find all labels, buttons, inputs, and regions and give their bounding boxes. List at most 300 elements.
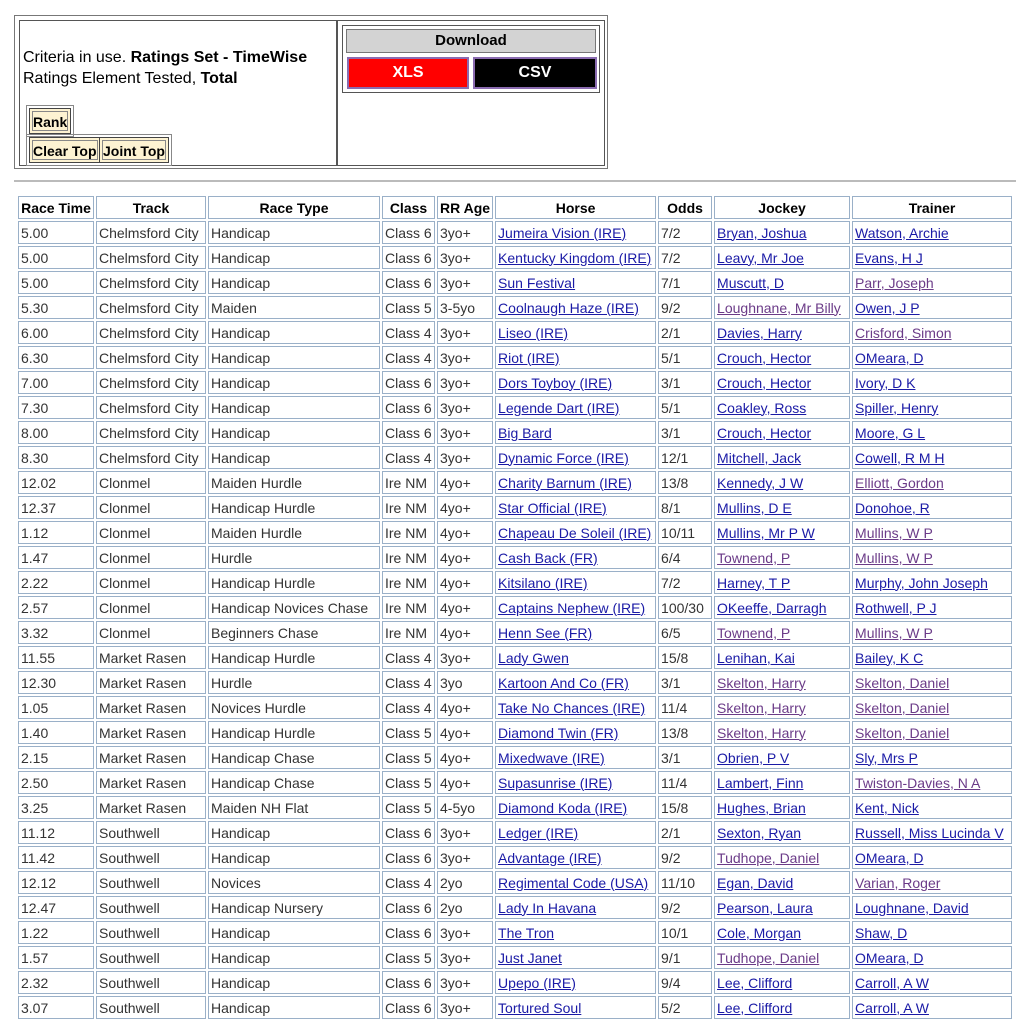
- trainer-link[interactable]: Elliott, Gordon: [855, 474, 944, 491]
- cell-odds: 11/4: [658, 771, 712, 794]
- cell-race-time: 11.42: [18, 846, 94, 869]
- horse-link[interactable]: Diamond Koda (IRE): [498, 799, 628, 816]
- horse-link[interactable]: Mixedwave (IRE): [498, 749, 605, 766]
- cell-rr-age: 3yo+: [437, 646, 493, 669]
- horse-link[interactable]: Regimental Code (USA): [498, 874, 649, 891]
- cell-class: Class 4: [382, 871, 435, 894]
- cell-class: Class 6: [382, 371, 435, 394]
- trainer-link[interactable]: Twiston-Davies, N A: [855, 774, 981, 791]
- cell-trainer: [852, 821, 1012, 844]
- cell-race-type: Handicap: [208, 446, 380, 469]
- cell-race-type: Handicap Hurdle: [208, 571, 380, 594]
- cell-race-time: 2.15: [18, 746, 94, 769]
- cell-class: Class 6: [382, 246, 435, 269]
- cell-class: Class 6: [382, 271, 435, 294]
- cell-rr-age: 4-5yo: [437, 796, 493, 819]
- jockey-link[interactable]: Cole, Morgan: [717, 924, 802, 941]
- cell-trainer: [852, 721, 1012, 744]
- cell-race-type: Novices: [208, 871, 380, 894]
- ratings-element: Total: [200, 70, 238, 87]
- table-row: [18, 471, 1012, 494]
- cell-race-type: Handicap: [208, 346, 380, 369]
- cell-rr-age: 4yo+: [437, 696, 493, 719]
- cell-jockey: [714, 921, 850, 944]
- horse-link[interactable]: Riot (IRE): [498, 349, 560, 366]
- cell-trainer: [852, 971, 1012, 994]
- cell-odds: 15/8: [658, 796, 712, 819]
- table-body: [18, 221, 1012, 1019]
- table-row: [18, 671, 1012, 694]
- cell-trainer: [852, 496, 1012, 519]
- cell-trainer: [852, 996, 1012, 1019]
- cell-race-time: 2.57: [18, 596, 94, 619]
- cell-track: Southwell: [96, 821, 206, 844]
- cell-race-type: Beginners Chase: [208, 621, 380, 644]
- cell-rr-age: 3yo+: [437, 821, 493, 844]
- cell-trainer: [852, 421, 1012, 444]
- cell-horse: [495, 646, 656, 669]
- cell-race-type: Handicap: [208, 396, 380, 419]
- cell-race-type: Handicap: [208, 221, 380, 244]
- trainer-link[interactable]: Murphy, John Joseph: [855, 574, 988, 591]
- trainer-link[interactable]: Varian, Roger: [855, 874, 941, 891]
- horse-link[interactable]: Cash Back (FR): [498, 549, 598, 566]
- cell-horse: [495, 696, 656, 719]
- cell-race-type: Handicap Hurdle: [208, 646, 380, 669]
- column-header-class: Class: [382, 196, 435, 219]
- table-row: [18, 296, 1012, 319]
- trainer-link[interactable]: Mullins, W P: [855, 549, 933, 566]
- cell-class: Ire NM: [382, 496, 435, 519]
- jockey-link[interactable]: Loughnane, Mr Billy: [717, 299, 841, 316]
- divider: [14, 180, 1016, 182]
- cell-odds: 100/30: [658, 596, 712, 619]
- cell-odds: 13/8: [658, 721, 712, 744]
- rank-frame: [26, 105, 74, 137]
- horse-link[interactable]: Legende Dart (IRE): [498, 399, 620, 416]
- trainer-link[interactable]: OMeara, D: [855, 949, 924, 966]
- horse-link[interactable]: Advantage (IRE): [498, 849, 602, 866]
- cell-race-type: Handicap: [208, 271, 380, 294]
- jockey-link[interactable]: Pearson, Laura: [717, 899, 813, 916]
- horse-link[interactable]: Captains Nephew (IRE): [498, 599, 646, 616]
- trainer-link[interactable]: Skelton, Daniel: [855, 699, 950, 716]
- cell-trainer: [852, 446, 1012, 469]
- horse-link[interactable]: Star Official (IRE): [498, 499, 607, 516]
- horse-link[interactable]: Kartoon And Co (FR): [498, 674, 629, 691]
- cell-horse: [495, 296, 656, 319]
- cell-race-time: 2.32: [18, 971, 94, 994]
- results-table: [16, 194, 1014, 1021]
- cell-odds: 3/1: [658, 746, 712, 769]
- table-row: [18, 221, 1012, 244]
- cell-trainer: [852, 221, 1012, 244]
- cell-race-type: Handicap: [208, 846, 380, 869]
- cell-odds: 8/1: [658, 496, 712, 519]
- cell-jockey: [714, 571, 850, 594]
- trainer-link[interactable]: Crisford, Simon: [855, 324, 952, 341]
- criteria-prefix: Criteria in use.: [23, 49, 131, 66]
- horse-link[interactable]: Jumeira Vision (IRE): [498, 224, 627, 241]
- cell-race-time: 6.30: [18, 346, 94, 369]
- criteria-box: [14, 15, 608, 169]
- cell-track: Chelmsford City: [96, 371, 206, 394]
- cell-jockey: [714, 371, 850, 394]
- table-row: [18, 696, 1012, 719]
- trainer-link[interactable]: Kent, Nick: [855, 799, 919, 816]
- trainer-link[interactable]: Russell, Miss Lucinda V: [855, 824, 1004, 841]
- cell-odds: 5/1: [658, 396, 712, 419]
- cell-jockey: [714, 546, 850, 569]
- jockey-link[interactable]: Crouch, Hector: [717, 374, 812, 391]
- cell-horse: [495, 546, 656, 569]
- trainer-link[interactable]: Mullins, W P: [855, 624, 933, 641]
- column-header-track: Track: [96, 196, 206, 219]
- jockey-link[interactable]: Hughes, Brian: [717, 799, 806, 816]
- table-row: [18, 946, 1012, 969]
- cell-odds: 9/4: [658, 971, 712, 994]
- jockey-link[interactable]: OKeeffe, Darragh: [717, 599, 827, 616]
- cell-race-type: Handicap: [208, 996, 380, 1019]
- jockey-link[interactable]: Townend, P: [717, 549, 791, 566]
- jockey-link[interactable]: Bryan, Joshua: [717, 224, 807, 241]
- trainer-link[interactable]: Skelton, Daniel: [855, 724, 950, 741]
- jockey-link[interactable]: Muscutt, D: [717, 274, 784, 291]
- cell-jockey: [714, 346, 850, 369]
- horse-link[interactable]: The Tron: [498, 924, 555, 941]
- cell-class: Class 5: [382, 771, 435, 794]
- horse-link[interactable]: Diamond Twin (FR): [498, 724, 619, 741]
- cell-race-type: Handicap: [208, 821, 380, 844]
- cell-rr-age: 3-5yo: [437, 296, 493, 319]
- cell-race-time: 8.30: [18, 446, 94, 469]
- cell-trainer: [852, 746, 1012, 769]
- table-row: [18, 921, 1012, 944]
- jockey-link[interactable]: Mullins, D E: [717, 499, 792, 516]
- cell-horse: [495, 871, 656, 894]
- joint-top-button[interactable]: Joint Top: [99, 137, 169, 163]
- trainer-link[interactable]: OMeara, D: [855, 849, 924, 866]
- horse-link[interactable]: Ledger (IRE): [498, 824, 579, 841]
- trainer-link[interactable]: Loughnane, David: [855, 899, 969, 916]
- cell-track: Clonmel: [96, 596, 206, 619]
- cell-rr-age: 3yo+: [437, 996, 493, 1019]
- cell-race-type: Hurdle: [208, 546, 380, 569]
- top-buttons-frame: [26, 134, 172, 166]
- horse-link[interactable]: Lady Gwen: [498, 649, 569, 666]
- cell-odds: 2/1: [658, 821, 712, 844]
- cell-trainer: [852, 321, 1012, 344]
- jockey-link[interactable]: Leavy, Mr Joe: [717, 249, 804, 266]
- cell-track: Chelmsford City: [96, 421, 206, 444]
- cell-class: Class 6: [382, 846, 435, 869]
- cell-track: Southwell: [96, 846, 206, 869]
- trainer-link[interactable]: Sly, Mrs P: [855, 749, 918, 766]
- cell-race-time: 12.30: [18, 671, 94, 694]
- cell-jockey: [714, 746, 850, 769]
- cell-jockey: [714, 696, 850, 719]
- cell-horse: [495, 896, 656, 919]
- column-header-jockey: Jockey: [714, 196, 850, 219]
- horse-link[interactable]: Upepo (IRE): [498, 974, 576, 991]
- cell-race-type: Maiden: [208, 296, 380, 319]
- horse-link[interactable]: Kitsilano (IRE): [498, 574, 588, 591]
- cell-track: Market Rasen: [96, 796, 206, 819]
- cell-odds: 2/1: [658, 321, 712, 344]
- jockey-link[interactable]: Harney, T P: [717, 574, 791, 591]
- trainer-link[interactable]: OMeara, D: [855, 349, 924, 366]
- cell-race-time: 5.00: [18, 246, 94, 269]
- jockey-link[interactable]: Mitchell, Jack: [717, 449, 802, 466]
- cell-race-time: 1.40: [18, 721, 94, 744]
- jockey-link[interactable]: Lambert, Finn: [717, 774, 804, 791]
- cell-race-type: Handicap: [208, 321, 380, 344]
- cell-horse: [495, 421, 656, 444]
- cell-race-type: Hurdle: [208, 671, 380, 694]
- trainer-link[interactable]: Bailey, K C: [855, 649, 924, 666]
- jockey-link[interactable]: Lee, Clifford: [717, 999, 793, 1016]
- cell-rr-age: 2yo: [437, 896, 493, 919]
- cell-track: Clonmel: [96, 471, 206, 494]
- cell-track: Clonmel: [96, 571, 206, 594]
- cell-odds: 5/2: [658, 996, 712, 1019]
- cell-track: Southwell: [96, 896, 206, 919]
- jockey-link[interactable]: Obrien, P V: [717, 749, 790, 766]
- jockey-link[interactable]: Davies, Harry: [717, 324, 802, 341]
- jockey-link[interactable]: Skelton, Harry: [717, 674, 806, 691]
- cell-race-type: Handicap Hurdle: [208, 721, 380, 744]
- cell-race-type: Maiden Hurdle: [208, 471, 380, 494]
- cell-rr-age: 4yo+: [437, 471, 493, 494]
- horse-link[interactable]: Coolnaugh Haze (IRE): [498, 299, 639, 316]
- horse-link[interactable]: Dors Toyboy (IRE): [498, 374, 613, 391]
- cell-race-type: Handicap: [208, 946, 380, 969]
- table-row: [18, 396, 1012, 419]
- cell-trainer: [852, 646, 1012, 669]
- cell-jockey: [714, 721, 850, 744]
- table-row: [18, 571, 1012, 594]
- column-header-trainer: Trainer: [852, 196, 1012, 219]
- jockey-link[interactable]: Skelton, Harry: [717, 699, 806, 716]
- cell-track: Southwell: [96, 996, 206, 1019]
- horse-link[interactable]: Take No Chances (IRE): [498, 699, 646, 716]
- cell-class: Class 6: [382, 971, 435, 994]
- cell-rr-age: 2yo: [437, 871, 493, 894]
- horse-link[interactable]: Sun Festival: [498, 274, 576, 291]
- table-row: [18, 846, 1012, 869]
- cell-jockey: [714, 246, 850, 269]
- horse-link[interactable]: Supasunrise (IRE): [498, 774, 613, 791]
- trainer-link[interactable]: Watson, Archie: [855, 224, 949, 241]
- horse-link[interactable]: Liseo (IRE): [498, 324, 569, 341]
- jockey-link[interactable]: Sexton, Ryan: [717, 824, 802, 841]
- horse-link[interactable]: Henn See (FR): [498, 624, 593, 641]
- trainer-link[interactable]: Evans, H J: [855, 249, 923, 266]
- cell-class: Class 6: [382, 221, 435, 244]
- cell-horse: [495, 771, 656, 794]
- cell-race-type: Handicap: [208, 921, 380, 944]
- trainer-link[interactable]: Rothwell, P J: [855, 599, 937, 616]
- table-row: [18, 596, 1012, 619]
- cell-rr-age: 3yo+: [437, 346, 493, 369]
- cell-trainer: [852, 296, 1012, 319]
- horse-link[interactable]: Chapeau De Soleil (IRE): [498, 524, 652, 541]
- horse-link[interactable]: Lady In Havana: [498, 899, 597, 916]
- trainer-link[interactable]: Carroll, A W: [855, 999, 929, 1016]
- cell-horse: [495, 721, 656, 744]
- cell-odds: 9/2: [658, 296, 712, 319]
- horse-link[interactable]: Kentucky Kingdom (IRE): [498, 249, 652, 266]
- table-row: [18, 546, 1012, 569]
- jockey-link[interactable]: Skelton, Harry: [717, 724, 806, 741]
- cell-rr-age: 4yo+: [437, 521, 493, 544]
- cell-horse: [495, 321, 656, 344]
- cell-race-type: Handicap Chase: [208, 771, 380, 794]
- jockey-link[interactable]: Crouch, Hector: [717, 349, 812, 366]
- trainer-link[interactable]: Spiller, Henry: [855, 399, 939, 416]
- trainer-link[interactable]: Cowell, R M H: [855, 449, 945, 466]
- cell-trainer: [852, 871, 1012, 894]
- horse-link[interactable]: Charity Barnum (IRE): [498, 474, 632, 491]
- cell-race-time: 7.30: [18, 396, 94, 419]
- cell-odds: 9/2: [658, 896, 712, 919]
- cell-odds: 13/8: [658, 471, 712, 494]
- jockey-link[interactable]: Crouch, Hector: [717, 424, 812, 441]
- cell-track: Chelmsford City: [96, 246, 206, 269]
- table-row: [18, 896, 1012, 919]
- cell-trainer: [852, 846, 1012, 869]
- trainer-link[interactable]: Owen, J P: [855, 299, 920, 316]
- cell-race-time: 11.55: [18, 646, 94, 669]
- horse-link[interactable]: Just Janet: [498, 949, 562, 966]
- cell-horse: [495, 496, 656, 519]
- cell-track: Southwell: [96, 946, 206, 969]
- table-row: [18, 996, 1012, 1019]
- cell-rr-age: 4yo+: [437, 546, 493, 569]
- cell-track: Southwell: [96, 971, 206, 994]
- element-prefix: Ratings Element Tested,: [23, 70, 201, 87]
- cell-class: Ire NM: [382, 521, 435, 544]
- column-header-race-time: Race Time: [18, 196, 94, 219]
- cell-jockey: [714, 596, 850, 619]
- cell-race-time: 2.50: [18, 771, 94, 794]
- rank-button[interactable]: Rank: [29, 108, 71, 134]
- jockey-link[interactable]: Coakley, Ross: [717, 399, 807, 416]
- trainer-link[interactable]: Ivory, D K: [855, 374, 916, 391]
- cell-rr-age: 3yo+: [437, 921, 493, 944]
- column-header-odds: Odds: [658, 196, 712, 219]
- cell-odds: 7/2: [658, 221, 712, 244]
- cell-track: Market Rasen: [96, 696, 206, 719]
- jockey-link[interactable]: Lee, Clifford: [717, 974, 793, 991]
- cell-class: Class 6: [382, 421, 435, 444]
- trainer-link[interactable]: Moore, G L: [855, 424, 926, 441]
- jockey-link[interactable]: Tudhope, Daniel: [717, 849, 820, 866]
- cell-race-time: 1.57: [18, 946, 94, 969]
- cell-horse: [495, 921, 656, 944]
- cell-jockey: [714, 421, 850, 444]
- jockey-link[interactable]: Kennedy, J W: [717, 474, 804, 491]
- cell-trainer: [852, 921, 1012, 944]
- table-row: [18, 771, 1012, 794]
- cell-horse: [495, 971, 656, 994]
- cell-race-type: Handicap: [208, 371, 380, 394]
- jockey-link[interactable]: Lenihan, Kai: [717, 649, 795, 666]
- cell-race-time: 3.07: [18, 996, 94, 1019]
- trainer-link[interactable]: Parr, Joseph: [855, 274, 934, 291]
- cell-trainer: [852, 771, 1012, 794]
- trainer-link[interactable]: Mullins, W P: [855, 524, 933, 541]
- cell-horse: [495, 521, 656, 544]
- trainer-link[interactable]: Carroll, A W: [855, 974, 929, 991]
- trainer-link[interactable]: Donohoe, R: [855, 499, 930, 516]
- cell-race-time: 2.22: [18, 571, 94, 594]
- csv-download-button[interactable]: CSV: [473, 57, 597, 89]
- cell-horse: [495, 346, 656, 369]
- jockey-link[interactable]: Egan, David: [717, 874, 794, 891]
- cell-class: Class 5: [382, 296, 435, 319]
- horse-link[interactable]: Big Bard: [498, 424, 552, 441]
- cell-track: Market Rasen: [96, 746, 206, 769]
- cell-track: Chelmsford City: [96, 296, 206, 319]
- cell-odds: 7/2: [658, 246, 712, 269]
- cell-trainer: [852, 946, 1012, 969]
- trainer-link[interactable]: Shaw, D: [855, 924, 908, 941]
- cell-odds: 11/10: [658, 871, 712, 894]
- table-row: [18, 521, 1012, 544]
- jockey-link[interactable]: Townend, P: [717, 624, 791, 641]
- cell-jockey: [714, 871, 850, 894]
- cell-rr-age: 4yo+: [437, 746, 493, 769]
- ratings-set: Ratings Set - TimeWise: [130, 49, 308, 66]
- horse-link[interactable]: Tortured Soul: [498, 999, 582, 1016]
- cell-class: Ire NM: [382, 471, 435, 494]
- cell-track: Southwell: [96, 921, 206, 944]
- cell-rr-age: 3yo+: [437, 221, 493, 244]
- cell-horse: [495, 621, 656, 644]
- jockey-link[interactable]: Mullins, Mr P W: [717, 524, 815, 541]
- horse-link[interactable]: Dynamic Force (IRE): [498, 449, 629, 466]
- cell-jockey: [714, 671, 850, 694]
- jockey-link[interactable]: Tudhope, Daniel: [717, 949, 820, 966]
- cell-track: Clonmel: [96, 521, 206, 544]
- cell-jockey: [714, 646, 850, 669]
- table-row: [18, 371, 1012, 394]
- cell-trainer: [852, 571, 1012, 594]
- cell-rr-age: 3yo+: [437, 846, 493, 869]
- clear-top-button[interactable]: Clear Top: [29, 137, 101, 163]
- cell-rr-age: 3yo+: [437, 946, 493, 969]
- cell-race-time: 7.00: [18, 371, 94, 394]
- cell-horse: [495, 371, 656, 394]
- download-panel: [337, 20, 605, 166]
- cell-jockey: [714, 321, 850, 344]
- trainer-link[interactable]: Skelton, Daniel: [855, 674, 950, 691]
- cell-class: Ire NM: [382, 571, 435, 594]
- cell-jockey: [714, 821, 850, 844]
- cell-race-time: 3.25: [18, 796, 94, 819]
- cell-trainer: [852, 896, 1012, 919]
- cell-race-type: Handicap Novices Chase: [208, 596, 380, 619]
- xls-download-button[interactable]: XLS: [347, 57, 469, 89]
- cell-race-type: Handicap Hurdle: [208, 496, 380, 519]
- cell-track: Southwell: [96, 871, 206, 894]
- cell-odds: 3/1: [658, 671, 712, 694]
- cell-horse: [495, 396, 656, 419]
- cell-class: Class 4: [382, 696, 435, 719]
- table-row: [18, 346, 1012, 369]
- cell-jockey: [714, 796, 850, 819]
